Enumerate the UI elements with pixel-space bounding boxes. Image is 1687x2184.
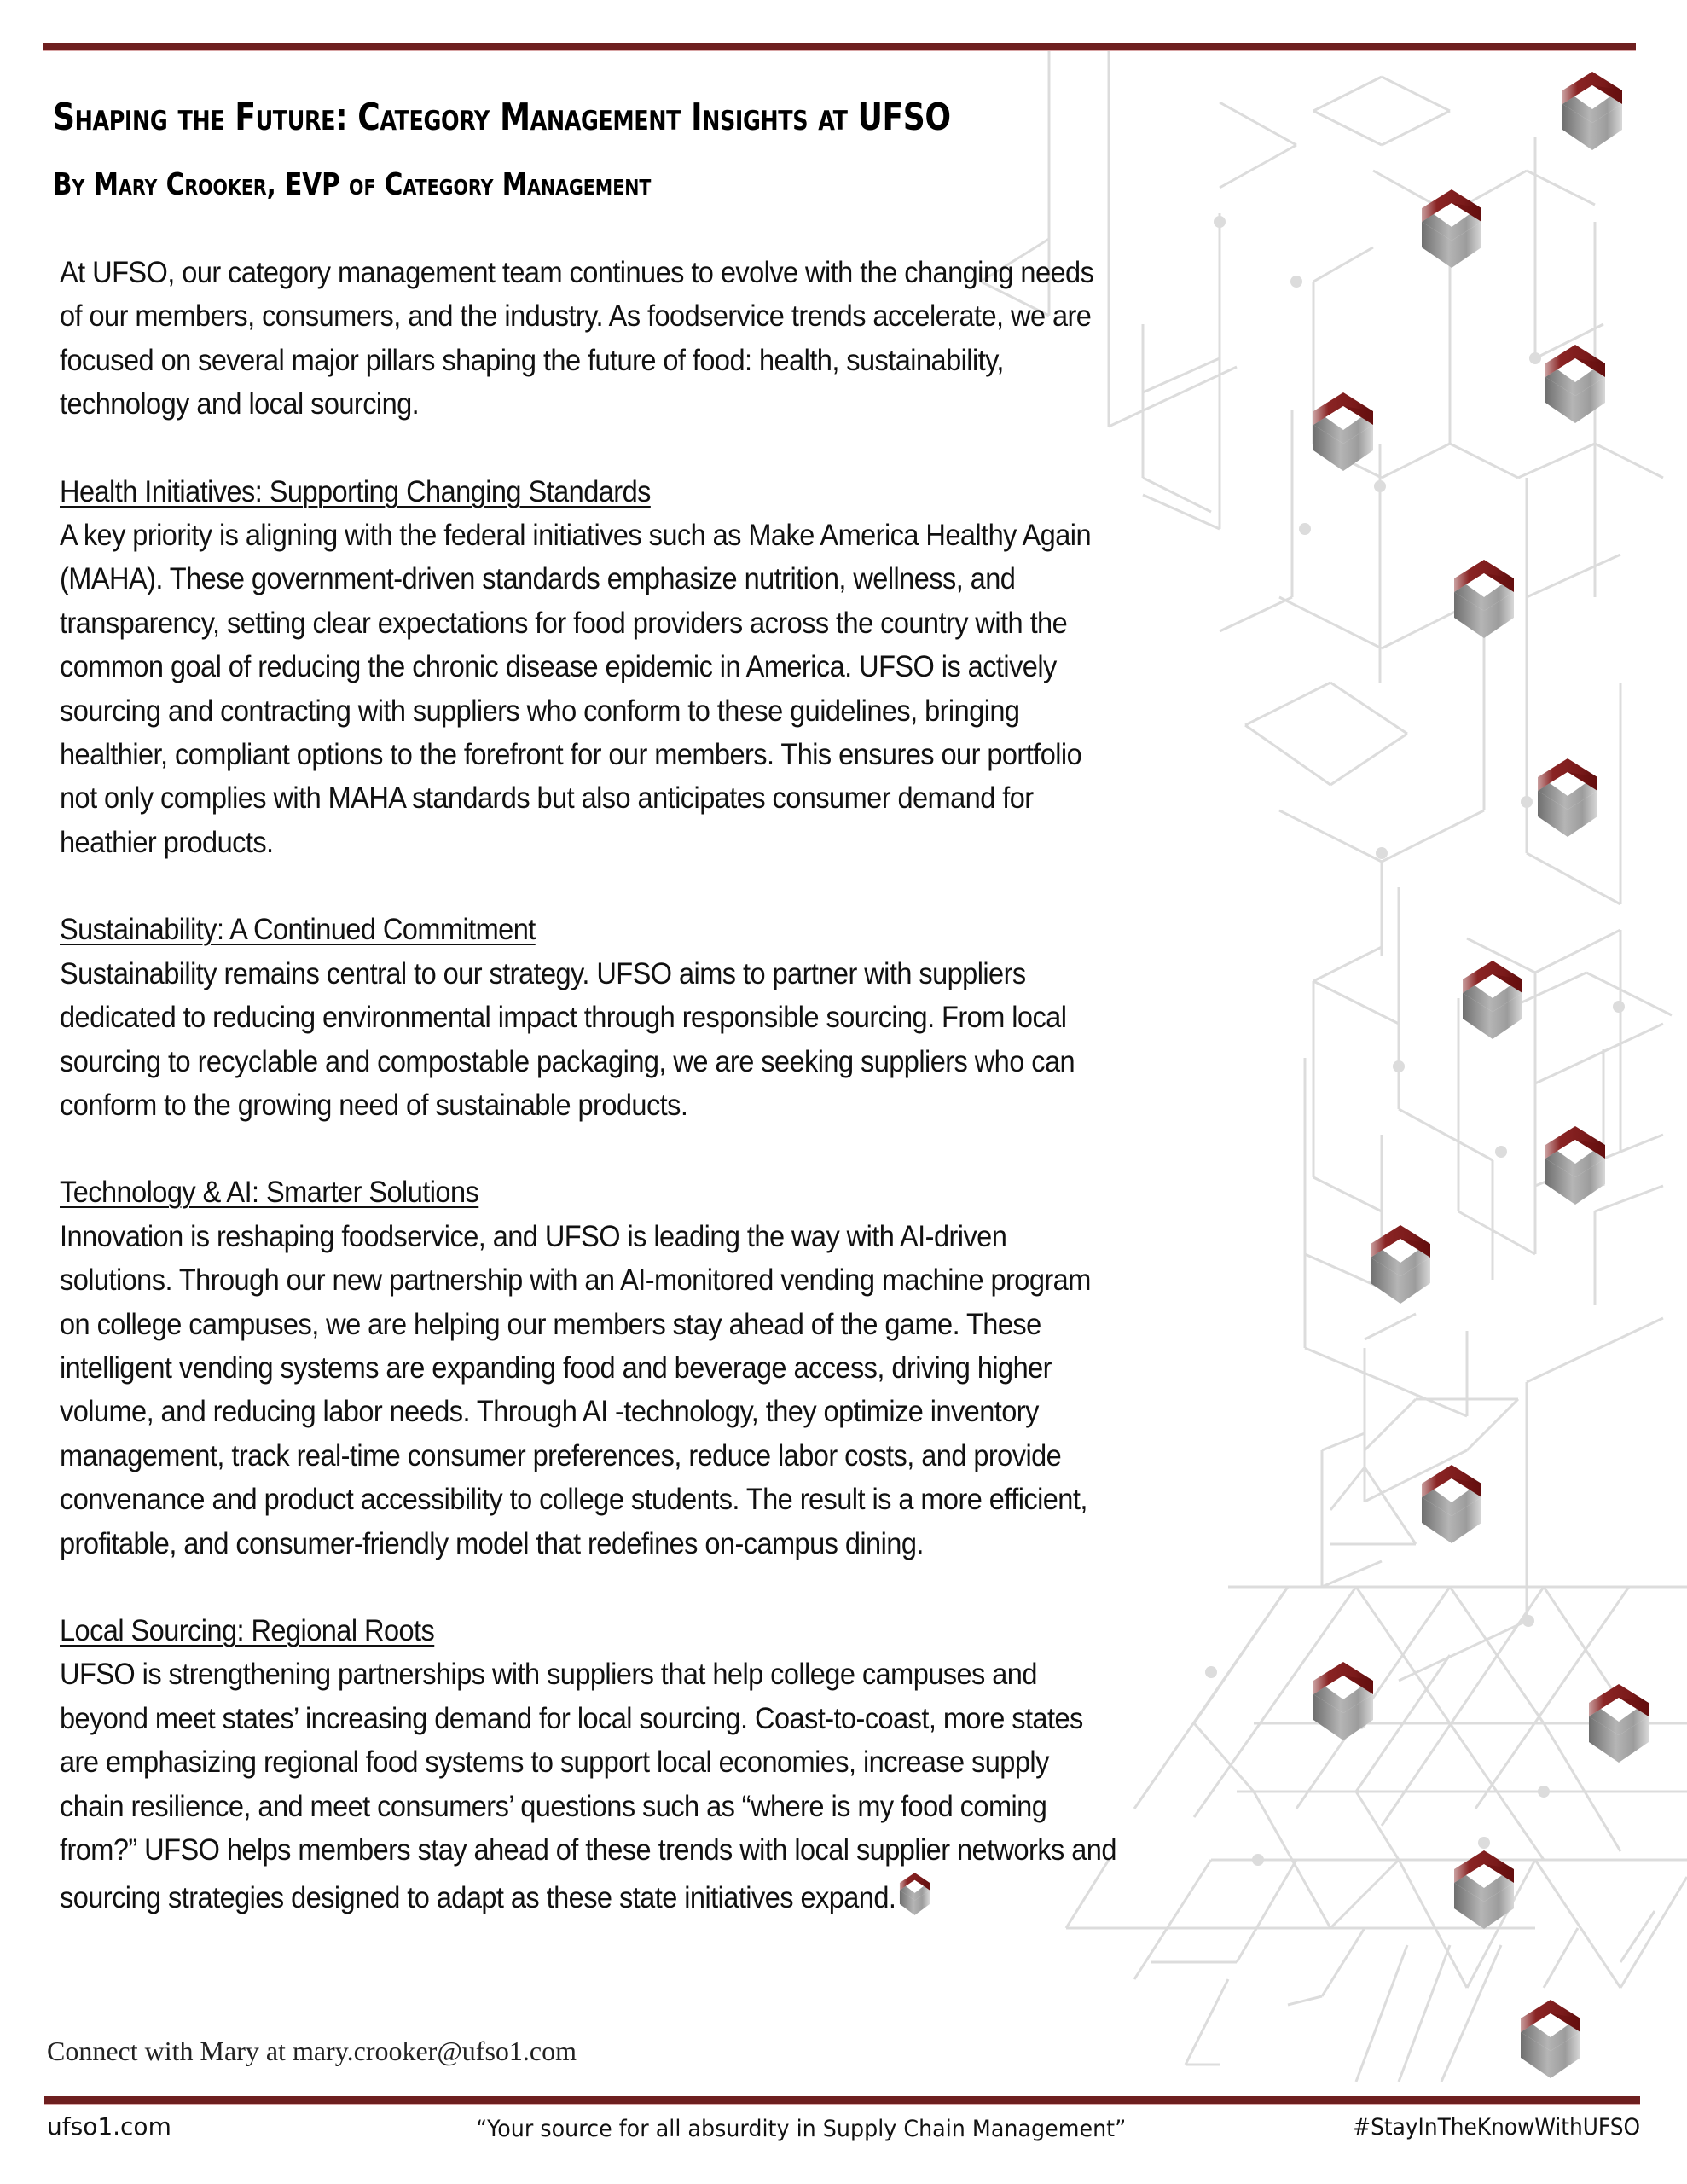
- text-line: common goal of reducing the chronic disease epidemic in America. UFSO is actively: [60, 650, 1057, 684]
- ufso-cube-logo-icon: [1587, 1682, 1650, 1764]
- pattern-line: [1313, 1177, 1382, 1211]
- pattern-node-dot: [1393, 1060, 1405, 1072]
- article-body: [60, 251, 1271, 1964]
- text-line: (MAHA). These government-driven standards emphasize nutrition, wellness, and: [60, 562, 1016, 596]
- text-line: heathier products.: [60, 825, 274, 859]
- contact-line: Connect with Mary at mary.crooker@ufso1.com: [47, 2036, 577, 2066]
- section-heading: Health Initiatives: Supporting Changing Standards: [60, 474, 651, 508]
- pattern-line: [1535, 1860, 1620, 1988]
- pattern-line: [1441, 1945, 1501, 2082]
- section-health: [60, 470, 1271, 865]
- pattern-line: [1382, 1587, 1544, 1826]
- pattern-line: [1382, 444, 1450, 478]
- pattern-line: [1450, 444, 1518, 478]
- pattern-node-dot: [1522, 1615, 1534, 1627]
- pattern-line: [1330, 682, 1407, 734]
- pattern-line: [1220, 145, 1296, 188]
- text-line: convenance and product accessibility to college students. The result is a more efficient,: [60, 1483, 1087, 1517]
- pattern-line: [1544, 1928, 1578, 1988]
- section-sustainability: [60, 908, 1271, 1127]
- pattern-line: [1586, 973, 1672, 1015]
- text-line: A key priority is aligning with the federal initiatives such as Make America Healthy Again: [60, 519, 1091, 553]
- article-byline: By Mary Crooker, EVP of Category Management: [53, 167, 652, 202]
- pattern-line: [1620, 1877, 1687, 1988]
- pattern-line: [1279, 810, 1382, 862]
- ufso-cube-logo-icon: [899, 1872, 930, 1916]
- ufso-cube-logo-icon: [1544, 343, 1607, 425]
- pattern-line: [1527, 1318, 1663, 1382]
- section-heading: Local Sourcing: Regional Roots: [60, 1613, 435, 1647]
- pattern-line: [1305, 1348, 1467, 1416]
- text-line: chain resilience, and meet consumers’ questions such as “where is my food coming: [60, 1789, 1047, 1823]
- text-line: on college campuses, we are helping our members stay ahead of the game. These: [60, 1307, 1041, 1341]
- pattern-line: [1313, 981, 1399, 1024]
- pattern-line: [1313, 247, 1373, 282]
- pattern-line: [1382, 810, 1484, 862]
- text-line: UFSO is strengthening partnerships with suppliers that help college campuses and: [60, 1658, 1037, 1692]
- text-line: transparency, setting clear expectations for food providers across the country with the: [60, 606, 1068, 640]
- ufso-cube-logo-icon: [1561, 70, 1624, 152]
- footer-tagline: “Your source for all absurdity in Supply Chain Management”: [476, 2116, 1127, 2142]
- ufso-cube-logo-icon: [1420, 1463, 1483, 1545]
- pattern-node-dot: [1529, 352, 1541, 364]
- pattern-line: [1322, 1433, 1365, 1450]
- pattern-line: [1330, 734, 1407, 785]
- intro-paragraph: [60, 251, 1271, 427]
- pattern-line: [1382, 111, 1450, 145]
- text-line: from?” UFSO helps members stay ahead of these trends with local supplier networks and: [60, 1833, 1116, 1867]
- pattern-line: [1399, 1109, 1493, 1160]
- pattern-line: [1382, 77, 1450, 111]
- text-line: Innovation is reshaping foodservice, and UFSO is leading the way with AI-driven: [60, 1219, 1007, 1253]
- ufso-cube-logo-icon: [1536, 757, 1599, 839]
- pattern-line: [1535, 1024, 1663, 1083]
- footer-website[interactable]: ufso1.com: [47, 2112, 171, 2140]
- ufso-cube-logo-icon: [1544, 1124, 1607, 1206]
- ufso-cube-logo-icon: [1420, 188, 1483, 270]
- text-line: Sustainability remains central to our strategy. UFSO aims to partner with suppliers: [60, 956, 1026, 990]
- pattern-node-dot: [1613, 1001, 1625, 1013]
- text-line: are emphasizing regional food systems to support local economies, increase supply: [60, 1745, 1049, 1780]
- pattern-line: [1322, 1928, 1365, 1996]
- article-title: Shaping the Future: Category Management Insights at UFSO: [53, 96, 951, 139]
- ufso-cube-logo-icon: [1312, 391, 1375, 473]
- pattern-line: [1313, 77, 1382, 111]
- text-line: technology and local sourcing.: [60, 387, 420, 421]
- pattern-line: [1288, 1996, 1322, 2005]
- pattern-line: [1467, 1399, 1518, 1450]
- ufso-cube-logo-icon: [1519, 1998, 1582, 2080]
- ufso-cube-logo-icon: [1452, 1849, 1516, 1931]
- pattern-line: [1313, 947, 1382, 981]
- pattern-line: [1399, 1945, 1450, 2082]
- top-accent-rule: [43, 43, 1636, 50]
- text-line: beyond meet states’ increasing demand for local sourcing. Coast-to-coast, more states: [60, 1701, 1083, 1735]
- pattern-node-dot: [1214, 216, 1226, 228]
- pattern-line: [1279, 597, 1382, 648]
- text-line: intelligent vending systems are expanding food and beverage access, driving higher: [60, 1350, 1052, 1385]
- text-line: of our members, consumers, and the industry. As foodservice trends accelerate, we are: [60, 299, 1092, 334]
- footer-hashtag: #StayInTheKnowWithUFSO: [1353, 2114, 1640, 2140]
- section-technology-ai: [60, 1170, 1271, 1565]
- section-heading: Technology & AI: Smarter Solutions: [60, 1176, 479, 1210]
- text-line: conform to the growing need of sustainable products.: [60, 1088, 688, 1122]
- pattern-line: [1458, 1211, 1535, 1254]
- text-line: focused on several major pillars shaping the future of food: health, sustainability,: [60, 343, 1004, 377]
- text-line: not only complies with MAHA standards but also anticipates consumer demand for: [60, 781, 1034, 816]
- pattern-line: [1535, 930, 1620, 973]
- section-heading: Sustainability: A Continued Commitment: [60, 913, 536, 947]
- pattern-line: [1330, 1467, 1365, 1510]
- pattern-line: [1313, 111, 1382, 145]
- ufso-cube-logo-icon: [1452, 558, 1516, 640]
- pattern-node-dot: [1376, 847, 1388, 859]
- pattern-line: [1365, 1314, 1416, 1339]
- text-line: At UFSO, our category management team continues to evolve with the changing needs: [60, 256, 1094, 289]
- text-line: volume, and reducing labor needs. Through AI -technology, they optimize inventory: [60, 1395, 1039, 1429]
- text-line: sourcing strategies designed to adapt as these state initiatives expand.: [60, 1881, 896, 1915]
- ufso-cube-logo-icon: [1461, 959, 1524, 1041]
- text-line: sourcing to recyclable and compostable packaging, we are seeking suppliers who can: [60, 1044, 1075, 1078]
- text-line-last: [60, 1872, 1186, 1920]
- text-line: sourcing and contracting with suppliers who conform to these guidelines, bringing: [60, 694, 1020, 728]
- pattern-line: [1527, 171, 1595, 205]
- pattern-line: [1365, 1399, 1416, 1450]
- text-line: solutions. Through our new partnership with an AI-monitored vending machine program: [60, 1263, 1091, 1298]
- pattern-line: [1527, 555, 1620, 597]
- pattern-line: [1356, 1945, 1407, 2082]
- pattern-line: [1356, 1792, 1399, 1860]
- pattern-line: [1330, 1860, 1399, 1928]
- ufso-cube-logo-icon: [1369, 1223, 1432, 1305]
- ufso-cube-logo-icon: [1312, 1660, 1375, 1742]
- pattern-line: [1518, 444, 1595, 478]
- pattern-line: [1595, 444, 1663, 478]
- pattern-line: [1220, 102, 1296, 145]
- text-line: healthier, compliant options to the forefront for our members. This ensures our portfolio: [60, 738, 1082, 772]
- pattern-line: [1620, 1911, 1655, 1962]
- bottom-accent-rule: [44, 2096, 1640, 2104]
- section-local-sourcing: [60, 1609, 1271, 1920]
- pattern-node-dot: [1478, 1837, 1490, 1849]
- pattern-node-dot: [1521, 796, 1533, 808]
- pattern-line: [1186, 1979, 1228, 2065]
- pattern-node-dot: [1374, 480, 1386, 492]
- pattern-line: [1527, 853, 1620, 904]
- text-line: profitable, and consumer-friendly model that redefines on-campus dining.: [60, 1526, 924, 1560]
- pattern-node-dot: [1538, 1786, 1550, 1798]
- pattern-node-dot: [1299, 523, 1311, 535]
- pattern-node-dot: [1290, 276, 1302, 288]
- text-line: dedicated to reducing environmental impact through responsible sourcing. From local: [60, 1001, 1067, 1035]
- pattern-line: [1322, 1561, 1382, 1587]
- pattern-node-dot: [1495, 1146, 1507, 1158]
- text-line: management, track real-time consumer preferences, reduce labor costs, and provide: [60, 1438, 1062, 1472]
